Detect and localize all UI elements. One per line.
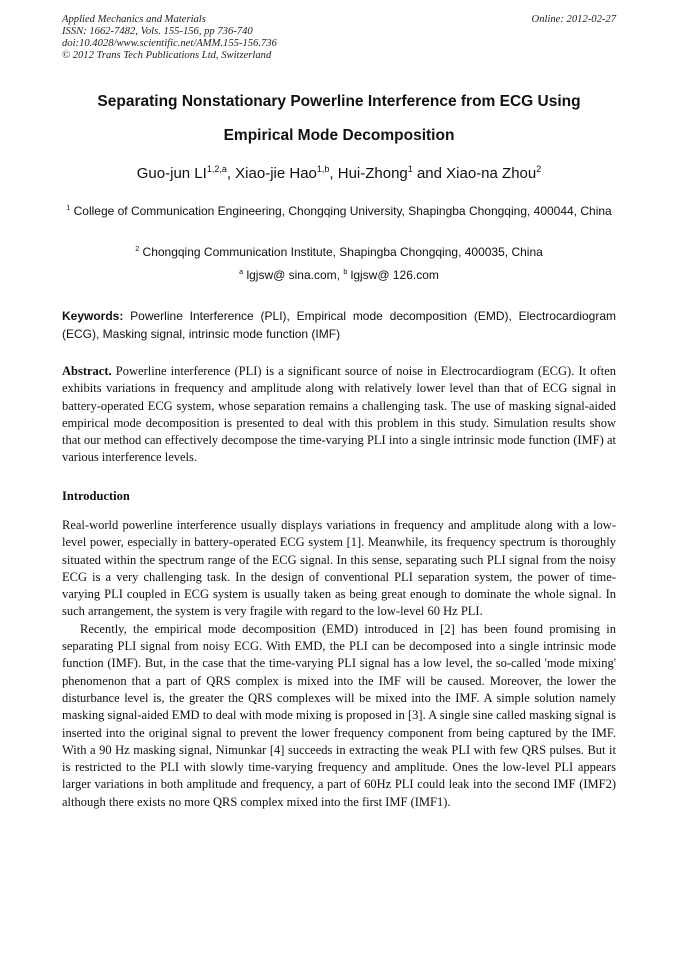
section-heading-introduction: Introduction (62, 489, 130, 503)
author-list (62, 163, 616, 185)
email-sup: a (239, 267, 244, 276)
author-name: Guo-jun LI (136, 165, 207, 182)
affiliation-2 (62, 243, 616, 262)
author-name: , Xiao-jie Hao (226, 165, 317, 182)
abstract (62, 363, 616, 467)
email-b: lgjsw@ 126.com (347, 268, 439, 282)
online-date: Online: 2012-02-27 (531, 14, 616, 25)
introduction-body (62, 517, 616, 811)
abstract-label: Abstract. (62, 364, 112, 378)
affiliation-sup: 1 (66, 203, 71, 212)
email-a: lgjsw@ sina.com, (243, 268, 344, 282)
author-name: , Hui-Zhong (329, 165, 408, 182)
journal-name: Applied Mechanics and Materials (62, 14, 206, 25)
doi-line: doi:10.4028/www.scientific.net/AMM.155-156.736 (62, 38, 277, 49)
author-sup: 1,b (316, 164, 330, 174)
issn-line: ISSN: 1662-7482, Vols. 155-156, pp 736-740 (62, 26, 253, 37)
keywords (62, 307, 616, 343)
author-name: and Xiao-na Zhou (412, 165, 537, 182)
affiliation-sup: 2 (135, 244, 140, 253)
paper-title-line-2: Empirical Mode Decomposition (223, 127, 455, 144)
paragraph: Real-world powerline interference usually displays variations in frequency and amplitude along with a low-level power, especially in battery-operated ECG system [1]. Meanwhile, its frequency spectrum is thoroughly situated within the spectrum range of the ECG signal. In this sense, separating such PLI signal from the noisy ECG is a very challenging task. In the design of conventional PLI separation system, the power of time-varying PLI coupled in ECG system is usually taken as being great enough to dominate the whole signal. In such arrangement, the system is very fragile with regard to the low-level 60 Hz PLI. (62, 518, 616, 619)
author-sup: 1 (407, 164, 413, 174)
abstract-text: Powerline interference (PLI) is a significant source of noise in Electrocardiogram (ECG). It often exhibits variations in frequency and amplitude along with relatively lower level than that of ECG signal in battery-operated ECG system, whose separation remains a challenging task. The use of masking signal-aided empirical mode decomposition is presented to deal with this problem in this study. Simulation results show that our method can effectively decompose the time-varying PLI into a single intrinsic mode function (IMF) at various interference levels. (62, 364, 616, 465)
keywords-label: Keywords: (62, 309, 124, 323)
journal-header (62, 14, 277, 62)
affiliation-text: Chongqing Communication Institute, Shapingba Chongqing, 400035, China (139, 245, 543, 259)
affiliation-text: College of Communication Engineering, Chongqing University, Shapingba Chongqing, 400044, China (70, 204, 612, 218)
copyright-line: © 2012 Trans Tech Publications Ltd, Switzerland (62, 50, 272, 61)
author-sup: 1,2,a (206, 164, 227, 174)
affiliation-1 (62, 202, 616, 221)
keywords-text: Powerline Interference (PLI), Empirical mode decomposition (EMD), Electrocardiogram (ECG), Masking signal, intrinsic mode function (IMF) (62, 309, 616, 341)
paper-title-line-1: Separating Nonstationary Powerline Interference from ECG Using (97, 93, 581, 110)
email-sup: b (343, 267, 348, 276)
paragraph: Recently, the empirical mode decomposition (EMD) introduced in [2] has been found promising in separating PLI signal from noisy ECG. With EMD, the PLI can be decomposed into a single intrinsic mode function (IMF). But, in the case that the time-varying PLI signal has a low level, the so-called 'mode mixing' phenomenon that a part of QRS complex is mixed into the IMF will be caused. Moreover, the lower the disturbance level is, the greater the QRS complexes will be mixed into the IMF. A simple solution namely masking signal-aided EMD to deal with mode mixing is proposed in [3]. A single sine called masking signal is inserted into the original signal to prevent the lower frequency component from being captured by the IMF. With a 90 Hz masking signal, Nimunkar [4] succeeds in extracting the weak PLI with few QRS pulses. But it is restricted to the PLI with slowly time-varying frequency and amplitude. Ones the low-level PLI appears larger variations in both amplitude and frequency, a part of 60Hz PLI could leak into the second IMF (IMF2) although there exists no more QRS complex mixed into the first IMF (IMF1). (62, 621, 616, 809)
email-line (62, 266, 616, 285)
author-sup: 2 (536, 164, 542, 174)
